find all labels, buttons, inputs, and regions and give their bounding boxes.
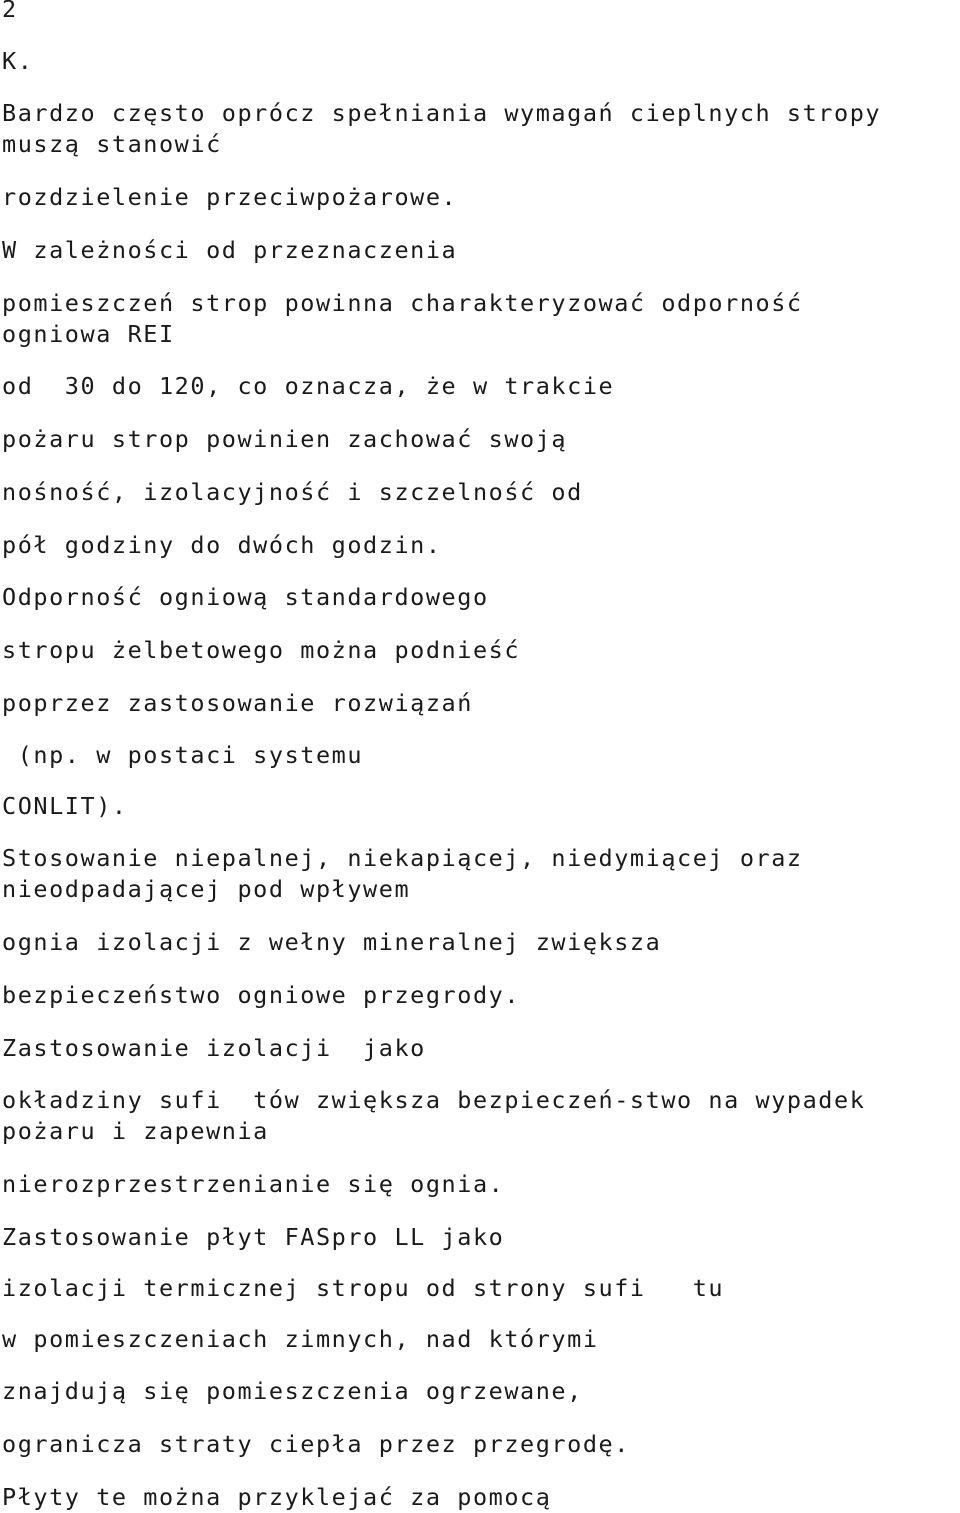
text-line: okładziny sufi tów zwiększa bezpieczeń-stwo na wypadek	[2, 1086, 866, 1114]
text-line: Płyty te można przyklejać za pomocą	[2, 1483, 552, 1511]
text-line: rozdzielenie przeciwpożarowe.	[2, 183, 458, 211]
text-line: ogranicza straty ciepła przez przegrodę.	[2, 1430, 630, 1458]
text-line: poprzez zastosowanie rozwiązań	[2, 689, 473, 717]
text-line: Zastosowanie płyt FASpro LL jako	[2, 1223, 505, 1251]
text-line: pół godziny do dwóch godzin.	[2, 531, 442, 559]
text-line: pożaru i zapewnia	[2, 1117, 269, 1145]
text-line: muszą stanowić	[2, 130, 222, 158]
text-line: W zależności od przeznaczenia	[2, 236, 458, 264]
text-line: pomieszczeń strop powinna charakteryzować odporność	[2, 289, 803, 317]
text-line: ogniowa REI	[2, 320, 175, 348]
page-number: 2	[2, 0, 18, 23]
text-line: bezpieczeństwo ogniowe przegrody.	[2, 981, 521, 1009]
text-line: Bardzo często oprócz spełniania wymagań cieplnych stropy	[2, 99, 882, 127]
text-line: stropu żelbetowego można podnieść	[2, 636, 521, 664]
text-line: nierozprzestrzenianie się ognia.	[2, 1170, 505, 1198]
text-line: Zastosowanie izolacji jako	[2, 1034, 426, 1062]
text-line: izolacji termicznej stropu od strony sufi tu	[2, 1274, 725, 1302]
text-line: od 30 do 120, co oznacza, że w trakcie	[2, 372, 615, 400]
section-marker: K.	[2, 47, 34, 75]
text-line: znajdują się pomieszczenia ogrzewane,	[2, 1377, 583, 1405]
text-line: nieodpadającej pod wpływem	[2, 875, 411, 903]
text-line: nośność, izolacyjność i szczelność od	[2, 478, 583, 506]
text-line: w pomieszczeniach zimnych, nad którymi	[2, 1325, 599, 1353]
text-line: ognia izolacji z wełny mineralnej zwiększa	[2, 928, 662, 956]
text-line: Stosowanie niepalnej, niekapiącej, niedymiącej oraz	[2, 844, 803, 872]
text-line: Odporność ogniową standardowego	[2, 583, 489, 611]
text-line: (np. w postaci systemu	[2, 741, 364, 769]
text-line: CONLIT).	[2, 792, 128, 820]
text-line: pożaru strop powinien zachować swoją	[2, 425, 568, 453]
